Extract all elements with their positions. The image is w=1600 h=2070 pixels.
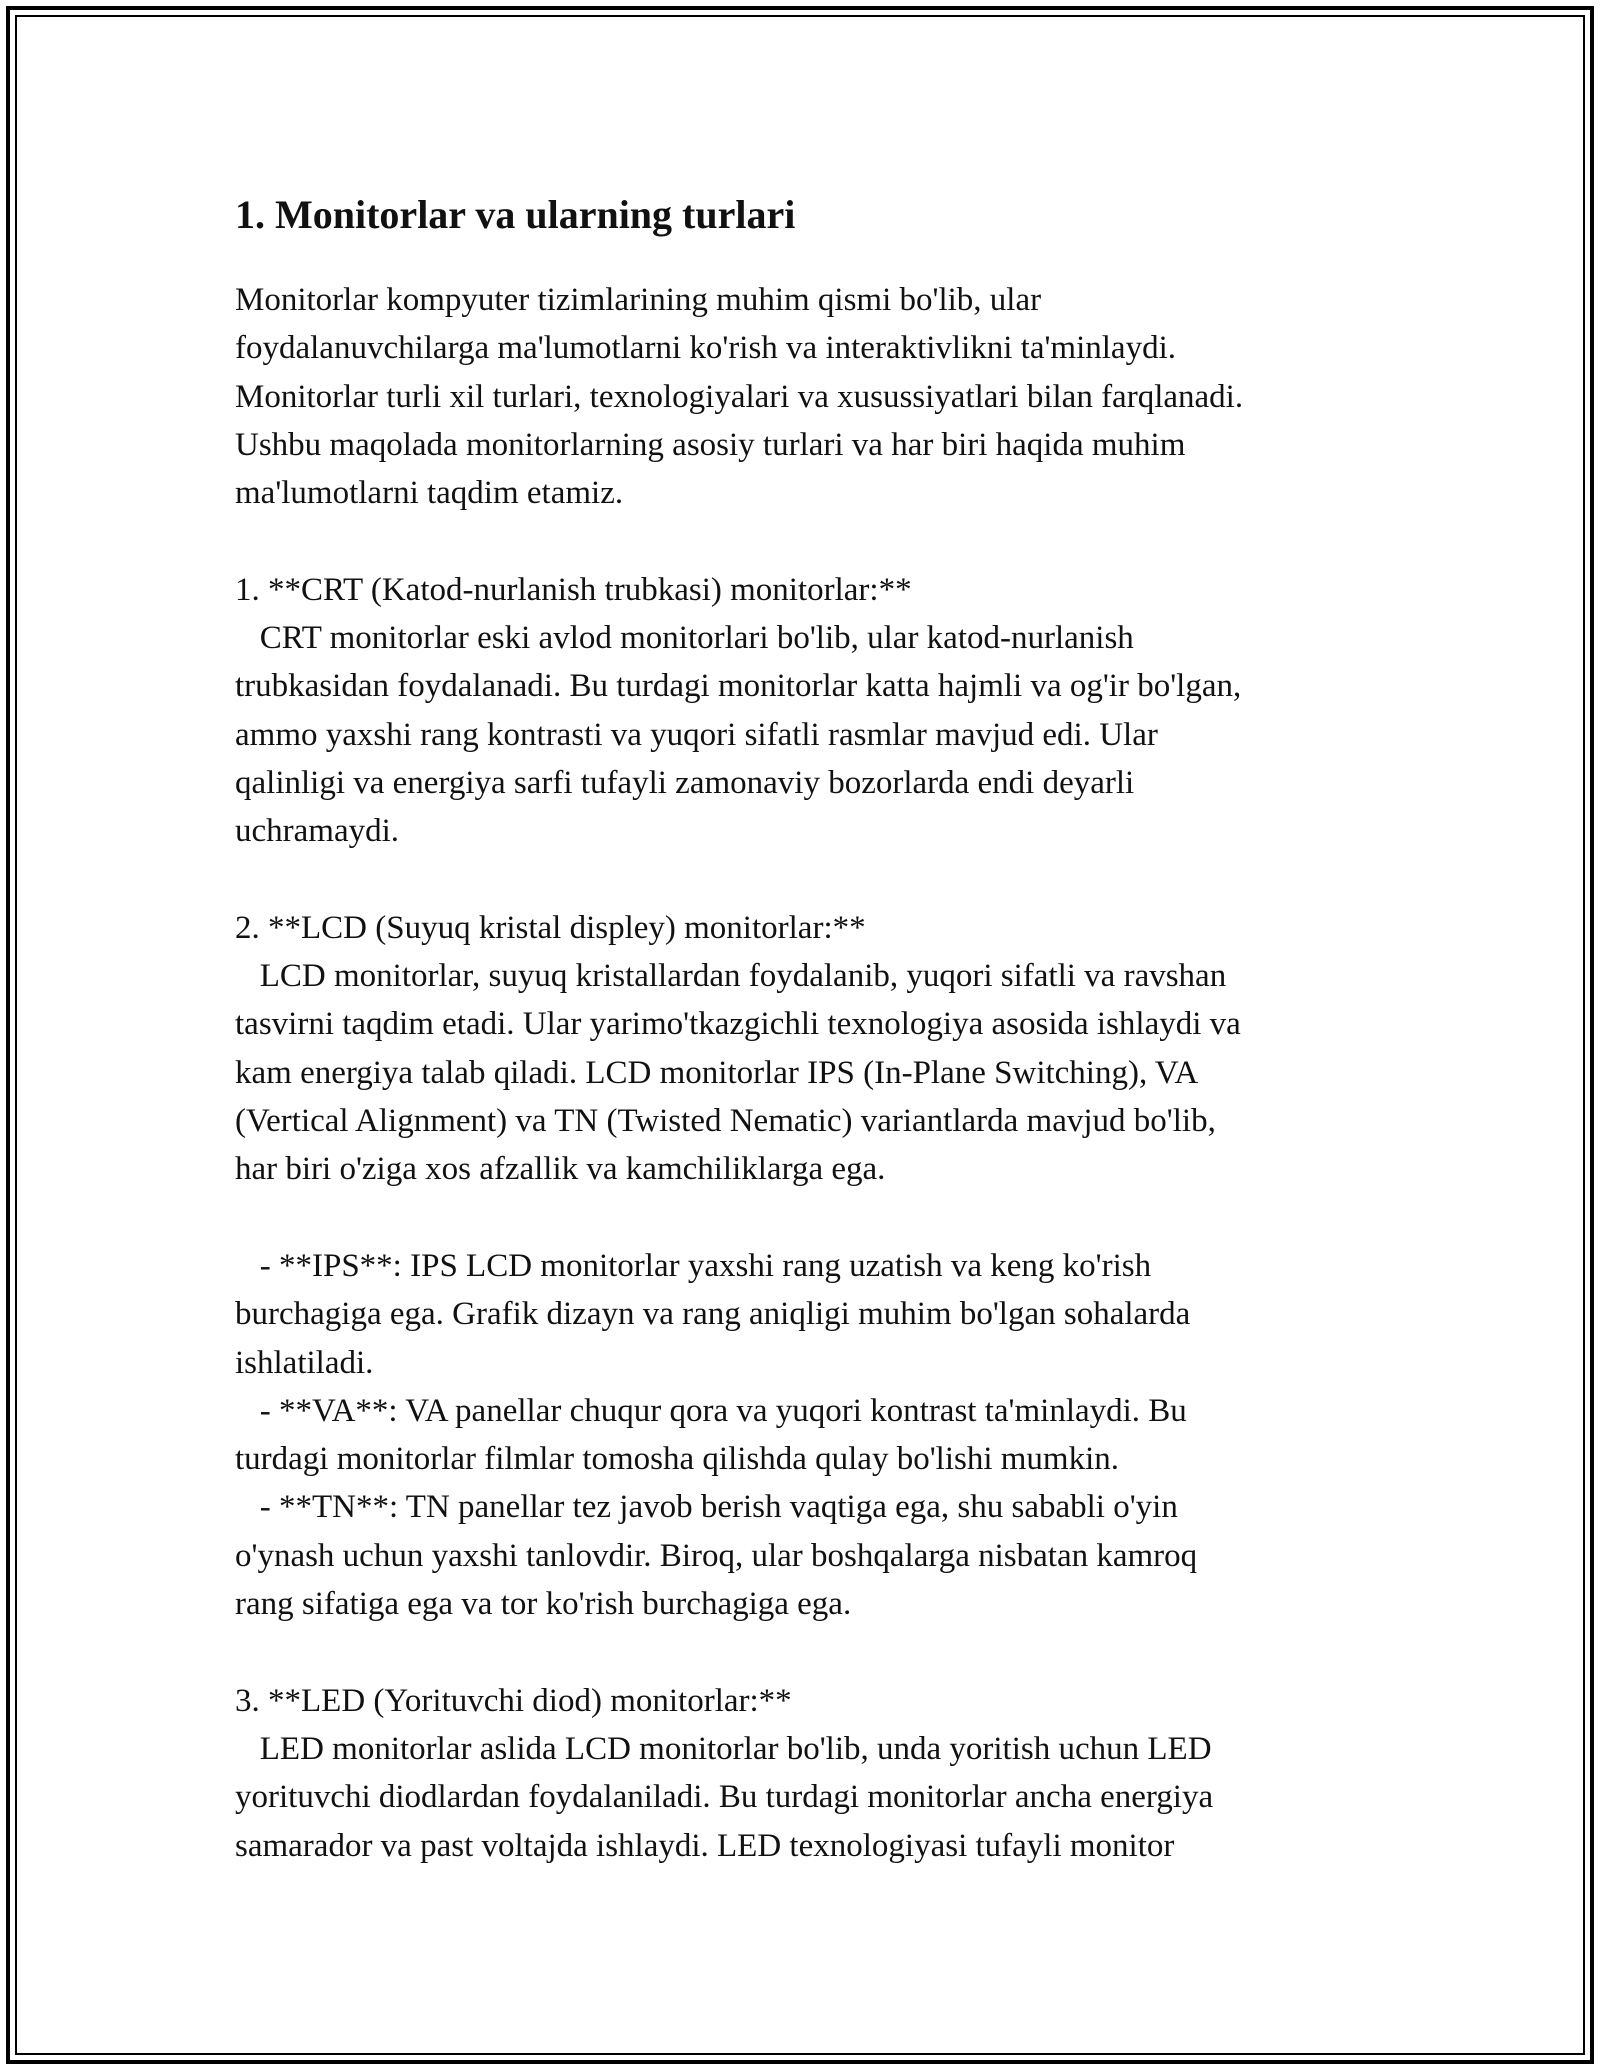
section-body-lcd: LCD monitorlar, suyuq kristallardan foydalanib, yuqori sifatli va ravshan tasvirni taqdim etadi. Ular yarimo'tkazgichli texnologiya asosida ishlaydi va kam energiya talab qiladi. LCD monitorlar IPS (In-Plane Switching), VA (Vertical Alignment) va TN (Twisted Nematic) variantlarda mavjud bo'lib, har biri o'ziga xos afzallik va kamchiliklarga ega. (235, 958, 1241, 1188)
section-body-led: LED monitorlar aslida LCD monitorlar bo'lib, unda yoritish uchun LED yorituvchi diodlardan foydalaniladi. Bu turdagi monitorlar ancha energiya samarador va past voltajda ishlaydi. LED texnologiyasi tufayli monitor (235, 1730, 1214, 1864)
spacer (235, 1628, 1395, 1676)
intro-paragraph: Monitorlar kompyuter tizimlarining muhim qismi bo'lib, ular foydalanuvchilarga ma'lumotlarni ko'rish va interaktivlikni ta'minlaydi. Monitorlar turli xil turlari, texnologiyalari va xusussiyatlari bilan farqlanadi. Ushbu maqolada monitorlarning asosiy turlari va har biri haqida muhim ma'lumotlarni taqdim etamiz. (235, 282, 1244, 512)
spacer (235, 517, 1395, 565)
document-body (235, 186, 1395, 1870)
subitem-va: - **VA**: VA panellar chuqur qora va yuqori kontrast ta'minlaydi. Bu turdagi monitorlar filmlar tomosha qilishda qulay bo'lishi mumkin. (235, 1392, 1187, 1478)
document-title: 1. Monitorlar va ularning turlari (235, 192, 796, 237)
subitem-ips: - **IPS**: IPS LCD monitorlar yaxshi rang uzatish va keng ko'rish burchagiga ega. Grafik dizayn va rang aniqligi muhim bo'lgan sohalarda ishlatiladi. (235, 1247, 1191, 1381)
spacer (235, 856, 1395, 904)
section-body-crt: CRT monitorlar eski avlod monitorlari bo'lib, ular katod-nurlanish trubkasidan foydalanadi. Bu turdagi monitorlar katta hajmli va og'ir bo'lgan, ammo yaxshi rang kontrasti va yuqori sifatli rasmlar mavjud edi. Ular qalinligi va energiya sarfi tufayli zamonaviy bozorlarda endi deyarli uchramaydi. (235, 620, 1242, 850)
section-heading-crt: 1. **CRT (Katod-nurlanish trubkasi) monitorlar:** (235, 571, 912, 608)
spacer (235, 1194, 1395, 1242)
section-heading-led: 3. **LED (Yorituvchi diod) monitorlar:** (235, 1682, 792, 1719)
section-heading-lcd: 2. **LCD (Suyuq kristal displey) monitorlar:** (235, 909, 866, 946)
subitem-tn: - **TN**: TN panellar tez javob berish vaqtiga ega, shu sababli o'yin o'ynash uchun yaxshi tanlovdir. Biroq, ular boshqalarga nisbatan kamroq rang sifatiga ega va tor ko'rish burchagiga ega. (235, 1489, 1198, 1623)
